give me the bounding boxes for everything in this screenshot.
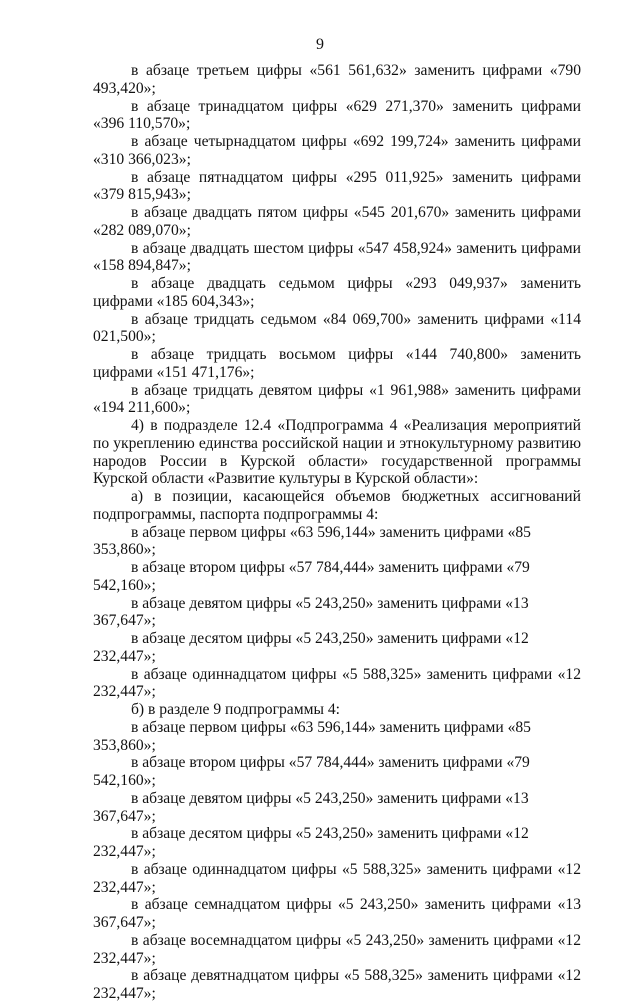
paragraph-19: в абзаце первом цифры «63 596,144» заменить цифрами «85 353,860»; — [93, 718, 531, 754]
paragraph-10: в абзаце тридцать девятом цифры «1 961,988» заменить цифрами «194 211,600»; — [93, 381, 581, 417]
paragraph-2: в абзаце тринадцатом цифры «629 271,370» заменить цифрами «396 110,570»; — [93, 97, 581, 133]
paragraph-23: в абзаце одиннадцатом цифры «5 588,325» заменить цифрами «12 232,447»; — [93, 860, 581, 896]
paragraph-9: в абзаце тридцать восьмом цифры «144 740,800» заменить цифрами «151 471,176»; — [93, 346, 581, 381]
paragraph-11: 4) в подразделе 12.4 «Подпрограмма 4 «Реализация мероприятий по укреплению единства российской нации и этнокультурному развитию народов России в Курской области» государственной программы Курской области «Развитие культуры в Курской области»: — [93, 417, 581, 488]
paragraph-12: а) в позиции, касающейся объемов бюджетных ассигнований подпрограммы, паспорта подпрограммы 4: — [93, 488, 581, 523]
paragraph-4: в абзаце пятнадцатом цифры «295 011,925» заменить цифрами «379 815,943»; — [93, 168, 581, 204]
paragraph-6: в абзаце двадцать шестом цифры «547 458,924» заменить цифрами «158 894,847»; — [93, 239, 581, 275]
paragraph-18: б) в разделе 9 подпрограммы 4: — [131, 701, 340, 718]
page-number: 9 — [316, 36, 324, 53]
paragraph-1: в абзаце третьем цифры «561 561,632» заменить цифрами «790 493,420»; — [93, 62, 581, 97]
paragraph-14: в абзаце втором цифры «57 784,444» заменить цифрами «79 542,160»; — [93, 559, 530, 594]
paragraph-15: в абзаце девятом цифры «5 243,250» заменить цифрами «13 367,647»; — [93, 594, 529, 630]
document-body — [93, 62, 581, 1003]
paragraph-3: в абзаце четырнадцатом цифры «692 199,724» заменить цифрами «310 366,023»; — [93, 133, 581, 168]
paragraph-7: в абзаце двадцать седьмом цифры «293 049,937» заменить цифрами «185 604,343»; — [93, 275, 581, 310]
paragraph-5: в абзаце двадцать пятом цифры «545 201,670» заменить цифрами «282 089,070»; — [93, 204, 581, 239]
paragraph-17: в абзаце одиннадцатом цифры «5 588,325» заменить цифрами «12 232,447»; — [93, 665, 581, 701]
paragraph-16: в абзаце десятом цифры «5 243,250» заменить цифрами «12 232,447»; — [93, 630, 529, 665]
paragraph-8: в абзаце тридцать седьмом «84 069,700» заменить цифрами «114 021,500»; — [93, 310, 581, 346]
paragraph-22: в абзаце десятом цифры «5 243,250» заменить цифрами «12 232,447»; — [93, 825, 529, 860]
paragraph-21: в абзаце девятом цифры «5 243,250» заменить цифрами «13 367,647»; — [93, 789, 529, 825]
paragraph-26: в абзаце девятнадцатом цифры «5 588,325» заменить цифрами «12 232,447»; — [93, 967, 581, 1002]
paragraph-25: в абзаце восемнадцатом цифры «5 243,250» заменить цифрами «12 232,447»; — [93, 931, 581, 967]
paragraph-13: в абзаце первом цифры «63 596,144» заменить цифрами «85 353,860»; — [93, 523, 531, 559]
paragraph-24: в абзаце семнадцатом цифры «5 243,250» заменить цифрами «13 367,647»; — [93, 896, 581, 931]
paragraph-20: в абзаце втором цифры «57 784,444» заменить цифрами «79 542,160»; — [93, 754, 530, 789]
